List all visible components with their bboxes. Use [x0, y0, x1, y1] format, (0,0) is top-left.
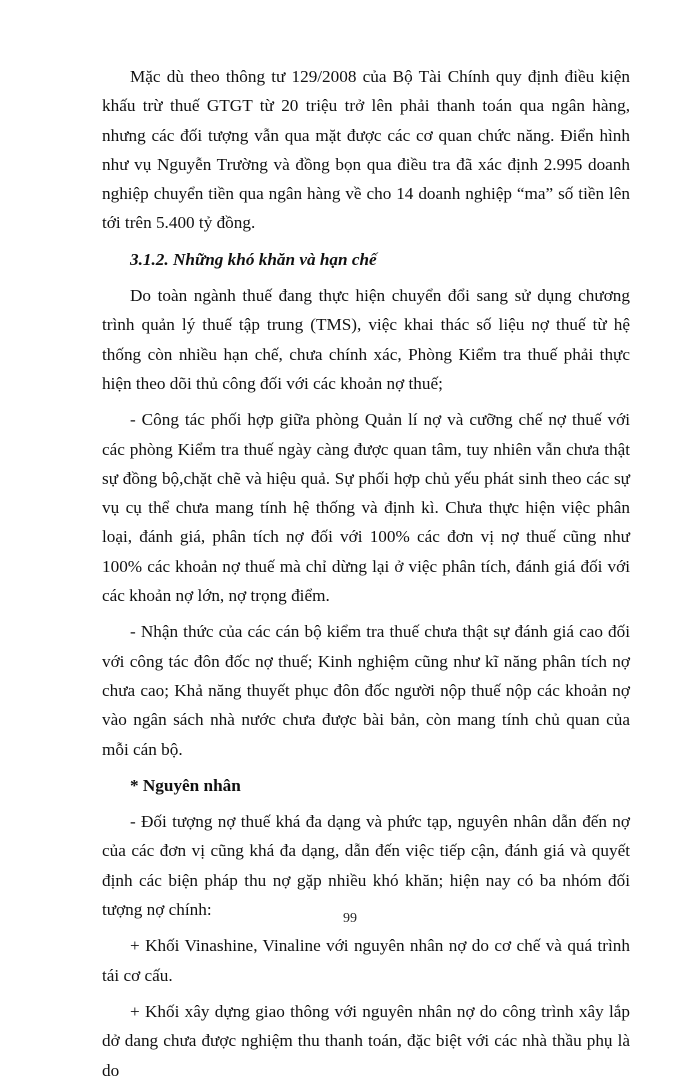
paragraph-awareness: - Nhận thức của các cán bộ kiểm tra thuế chưa thật sự đánh giá cao đối với công tác đôn đốc nợ thuế; Kinh nghiệm cũng như kĩ năng phân tích nợ chưa cao; Khả năng thuyết phục đôn đốc người nộp thuế nộp các khoản nợ vào ngân sách nhà nước chưa được bài bản, còn mang tính chủ quan của mỗi cán bộ. — [102, 622, 630, 759]
paragraph-coordination: - Công tác phối hợp giữa phòng Quản lí nợ và cưỡng chế nợ thuế với các phòng Kiểm tra thuế ngày càng được quan tâm, tuy nhiên vẫn chưa thật sự đồng bộ,chặt chẽ và hiệu quả. Sự phối hợp chủ yếu phát sinh theo các sự vụ cụ thể chưa mang tính hệ thống và định kì. Chưa thực hiện việc phân loại, đánh giá, phân tích nợ đối với 100% các đơn vị nợ thuế cũng như 100% các khoản nợ thuế mà chỉ dừng lại ở việc phân tích, đánh giá đối với các khoản nợ lớn, nợ trọng điểm. — [102, 410, 630, 606]
body-text — [102, 62, 630, 1092]
paragraph-intro: Mặc dù theo thông tư 129/2008 của Bộ Tài Chính quy định điều kiện khấu trừ thuế GTGT từ 20 triệu trở lên phải thanh toán qua ngân hàng, nhưng các đối tượng vẫn qua mặt được các cơ quan chức năng. Điển hình như vụ Nguyễn Trường và đồng bọn qua điều tra đã xác định 2.995 doanh nghiệp chuyển tiền qua ngân hàng về cho 14 doanh nghiệp “ma” số tiền lên tới trên 5.400 tỷ đồng. — [102, 67, 630, 233]
section-heading: 3.1.2. Những khó khăn và hạn chế — [130, 249, 377, 269]
paragraph-tms: Do toàn ngành thuế đang thực hiện chuyển đổi sang sử dụng chương trình quản lý thuế tập trung (TMS), việc khai thác số liệu nợ thuế từ hệ thống còn nhiều hạn chế, chưa chính xác, Phòng Kiểm tra thuế phải thực hiện theo dõi thủ công đối với các khoản nợ thuế; — [102, 286, 630, 393]
page-number: 99 — [343, 911, 357, 926]
paragraph-debtors: - Đối tượng nợ thuế khá đa dạng và phức tạp, nguyên nhân dẫn đến nợ của các đơn vị cũng khá đa dạng, dẫn đến việc tiếp cận, đánh giá và quyết định các biện pháp thu nợ gặp nhiều khó khăn; hiện nay có ba nhóm đối tượng nợ chính: — [102, 812, 630, 920]
paragraph-vinashine: + Khối Vinashine, Vinaline với nguyên nhân nợ do cơ chế và quá trình tái cơ cấu. — [102, 936, 630, 985]
cause-heading: * Nguyên nhân — [130, 775, 241, 795]
paragraph-construction: + Khối xây dựng giao thông với nguyên nhân nợ do công trình xây lắp dở dang chưa được nghiệm thu thanh toán, đặc biệt với các nhà thầu phụ là do — [102, 1001, 630, 1080]
